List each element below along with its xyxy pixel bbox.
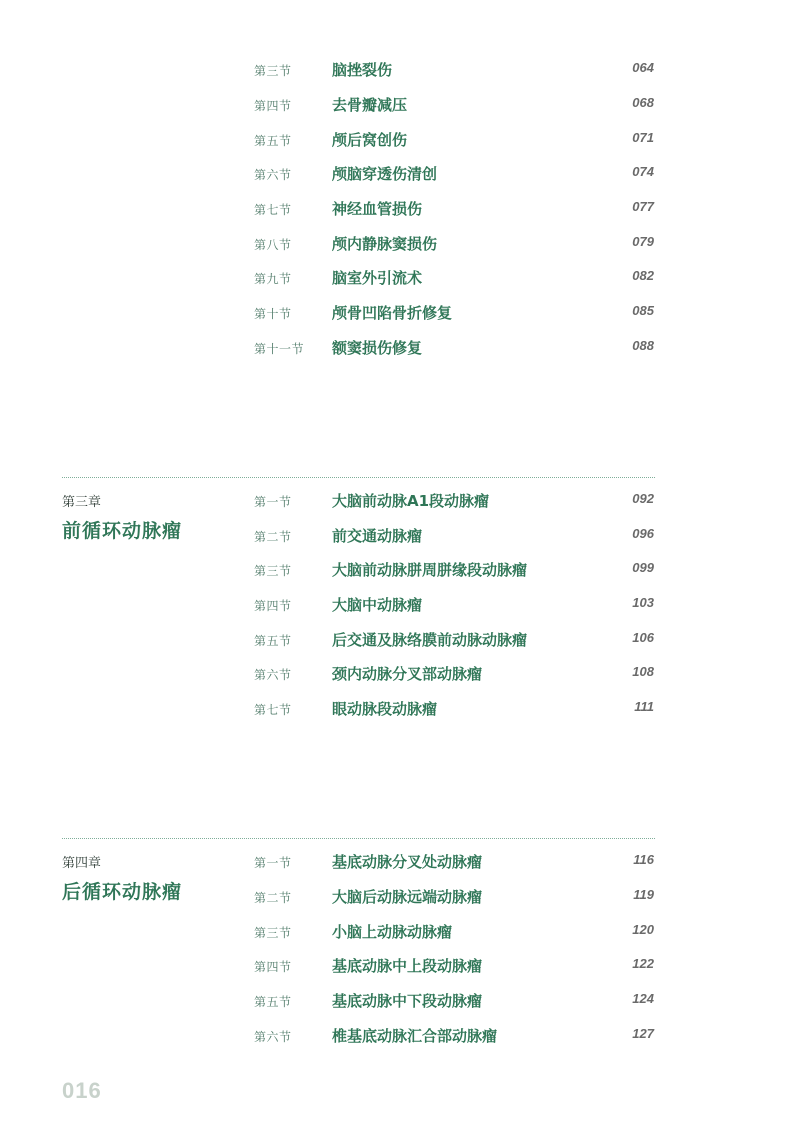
chapter-title[interactable]: 前循环动脉瘤 [62, 520, 183, 542]
toc-entry[interactable] [0, 558, 800, 582]
toc-entry[interactable] [0, 336, 800, 360]
section-page: 074 [632, 164, 654, 179]
page-number: 016 [62, 1078, 102, 1103]
section-title: 颈内动脉分叉部动脉瘤 [332, 665, 483, 683]
toc-entry[interactable] [0, 128, 800, 152]
toc-entry[interactable] [0, 489, 800, 513]
section-title: 脑室外引流术 [332, 269, 423, 287]
section-number: 第六节 [254, 168, 292, 182]
section-page: 116 [633, 852, 654, 867]
toc-entry[interactable] [0, 266, 800, 290]
section-number: 第三节 [254, 926, 292, 940]
section-title: 基底动脉分叉处动脉瘤 [332, 853, 483, 871]
section-title: 神经血管损伤 [332, 200, 423, 218]
toc-entry[interactable] [0, 301, 800, 325]
section-title: 前交通动脉瘤 [332, 527, 423, 545]
chapter-number: 第四章 [62, 856, 102, 871]
section-title: 椎基底动脉汇合部动脉瘤 [332, 1027, 498, 1045]
section-number: 第七节 [254, 203, 292, 217]
section-title: 后交通及脉络膜前动脉动脉瘤 [332, 631, 528, 649]
section-page: 096 [632, 526, 654, 541]
chapter-number: 第三章 [62, 495, 102, 510]
section-page: 079 [632, 234, 654, 249]
section-title: 颅内静脉窦损伤 [332, 235, 438, 253]
section-title: 大脑前动脉A1段动脉瘤 [332, 492, 490, 510]
section-page: 111 [634, 699, 654, 714]
section-number: 第五节 [254, 995, 292, 1009]
section-number: 第八节 [254, 238, 292, 252]
section-number: 第二节 [254, 530, 292, 544]
section-page: 077 [632, 199, 654, 214]
toc-entry[interactable] [0, 628, 800, 652]
section-number: 第一节 [254, 495, 292, 509]
toc-entry[interactable] [0, 697, 800, 721]
toc-entry[interactable] [0, 162, 800, 186]
chapter-title[interactable]: 后循环动脉瘤 [62, 881, 183, 903]
toc-entry[interactable] [0, 1024, 800, 1048]
section-number: 第四节 [254, 599, 292, 613]
section-number: 第九节 [254, 272, 292, 286]
section-number: 第五节 [254, 134, 292, 148]
section-title: 基底动脉中上段动脉瘤 [332, 957, 483, 975]
section-page: 103 [632, 595, 654, 610]
section-title: 眼动脉段动脉瘤 [332, 700, 438, 718]
section-title: 小脑上动脉动脉瘤 [332, 923, 453, 941]
section-title: 大脑中动脉瘤 [332, 596, 423, 614]
section-number: 第六节 [254, 668, 292, 682]
section-number: 第二节 [254, 891, 292, 905]
section-number: 第六节 [254, 1030, 292, 1044]
section-page: 099 [632, 560, 654, 575]
section-number: 第四节 [254, 99, 292, 113]
chapter-divider [62, 477, 655, 478]
section-page: 127 [632, 1026, 654, 1041]
section-title: 脑挫裂伤 [332, 61, 393, 79]
toc-entry[interactable] [0, 954, 800, 978]
toc-entry[interactable] [0, 885, 800, 909]
section-title: 额窦损伤修复 [332, 339, 423, 357]
toc-entry[interactable] [0, 197, 800, 221]
section-number: 第四节 [254, 960, 292, 974]
section-number: 第三节 [254, 64, 292, 78]
section-page: 122 [632, 956, 654, 971]
section-page: 120 [632, 922, 654, 937]
section-title: 颅骨凹陷骨折修复 [332, 304, 453, 322]
section-page: 092 [632, 491, 654, 506]
section-page: 082 [632, 268, 654, 283]
toc-entry[interactable] [0, 989, 800, 1013]
toc-entry[interactable] [0, 524, 800, 548]
toc-entry[interactable] [0, 662, 800, 686]
section-number: 第一节 [254, 856, 292, 870]
section-page: 088 [632, 338, 654, 353]
section-number: 第十节 [254, 307, 292, 321]
toc-entry[interactable] [0, 920, 800, 944]
section-page: 064 [632, 60, 654, 75]
section-page: 124 [632, 991, 654, 1006]
toc-entry[interactable] [0, 232, 800, 256]
section-number: 第七节 [254, 703, 292, 717]
section-title: 颅脑穿透伤清创 [332, 165, 438, 183]
section-title: 大脑后动脉远端动脉瘤 [332, 888, 483, 906]
section-page: 108 [632, 664, 654, 679]
section-page: 085 [632, 303, 654, 318]
toc-entry[interactable] [0, 593, 800, 617]
section-number: 第五节 [254, 634, 292, 648]
section-title: 大脑前动脉胼周胼缘段动脉瘤 [332, 561, 528, 579]
toc-entry[interactable] [0, 850, 800, 874]
section-page: 071 [632, 130, 654, 145]
section-page: 068 [632, 95, 654, 110]
chapter-divider [62, 838, 655, 839]
toc-entry[interactable] [0, 93, 800, 117]
section-number: 第十一节 [254, 342, 305, 356]
section-title: 颅后窝创伤 [332, 131, 408, 149]
section-number: 第三节 [254, 564, 292, 578]
section-title: 基底动脉中下段动脉瘤 [332, 992, 483, 1010]
toc-entry[interactable] [0, 58, 800, 82]
section-page: 119 [633, 887, 654, 902]
section-page: 106 [632, 630, 654, 645]
section-title: 去骨瓣减压 [332, 96, 408, 114]
